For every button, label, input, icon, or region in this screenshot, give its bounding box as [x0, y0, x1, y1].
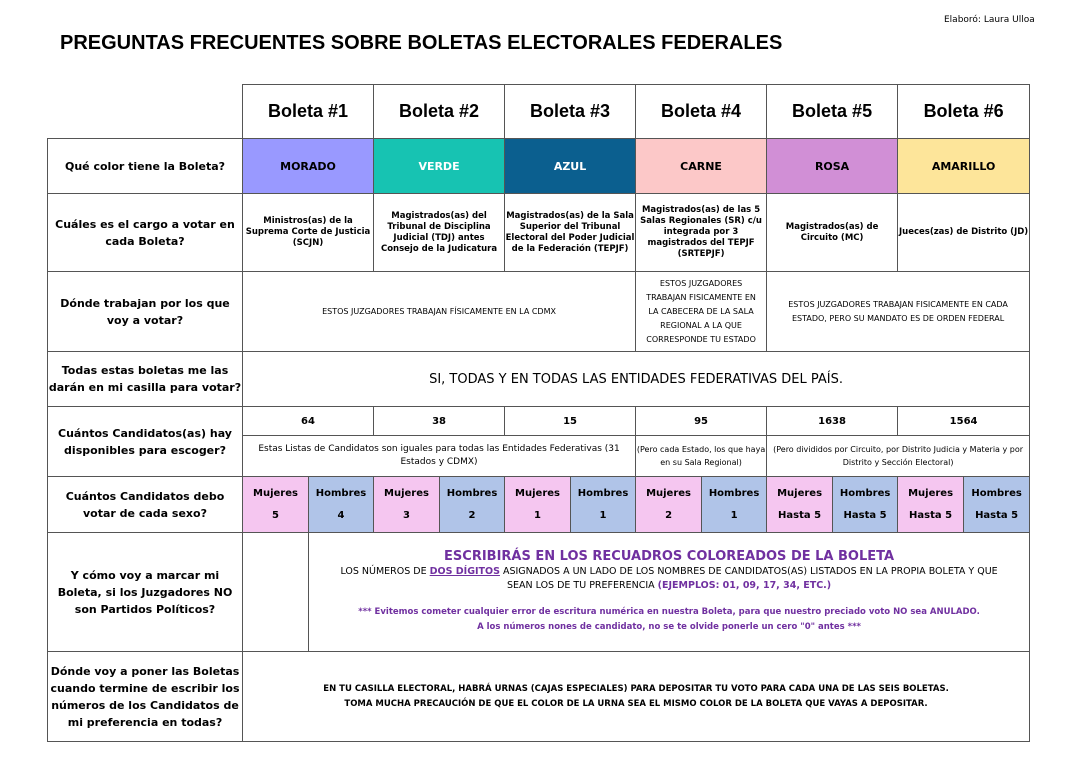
candidatos-count: 95 [636, 407, 767, 436]
mujeres-cell [243, 477, 309, 533]
candidatos-count: 1638 [767, 407, 898, 436]
hombres-value: 4 [337, 509, 345, 521]
mujeres-cell [898, 477, 964, 533]
mujeres-cell [505, 477, 571, 533]
hombres-value: 1 [599, 509, 607, 521]
poner-row [48, 652, 1030, 742]
color-cell-amarillo: AMARILLO [898, 139, 1030, 194]
note-divididos: (Pero divididos por Circuito, por Distrito Judicia y Materia y por Distrito y Sección Electoral) [767, 436, 1030, 477]
cargo-cell: Magistrados(as) de Circuito (MC) [767, 194, 898, 272]
color-cell-morado: MORADO [243, 139, 374, 194]
hombres-value: 1 [730, 509, 738, 521]
mujeres-value: 3 [403, 509, 410, 521]
mujeres-label: Mujeres [384, 487, 429, 499]
hombres-cell [571, 477, 636, 533]
hombres-label: Hombres [577, 487, 629, 499]
question-todas: Todas estas boletas me las darán en mi casilla para votar? [48, 352, 243, 407]
cargo-cell: Jueces(zas) de Distrito (JD) [898, 194, 1030, 272]
color-cell-carne: CARNE [636, 139, 767, 194]
hombres-label: Hombres [708, 487, 760, 499]
mujeres-label: Mujeres [908, 487, 954, 499]
candidatos-count: 64 [243, 407, 374, 436]
note-iguales: Estas Listas de Candidatos son iguales para todas las Entidades Federativas (31 Estados y CDMX) [243, 436, 636, 477]
hombres-cell [833, 477, 898, 533]
mujeres-label: Mujeres [515, 487, 560, 499]
donde-row [48, 272, 1030, 352]
author-credit: Elaboró: Laura Ulloa [944, 15, 1035, 25]
sexo-row [48, 477, 1030, 533]
color-cell-verde: VERDE [374, 139, 505, 194]
candidatos-count: 15 [505, 407, 636, 436]
mujeres-label: Mujeres [253, 487, 298, 499]
color-cell-azul: AZUL [505, 139, 636, 194]
color-cell-rosa: ROSA [767, 139, 898, 194]
instructions-heading: ESCRIBIRÁS EN LOS RECUADROS COLOREADOS DE LA BOLETA [444, 549, 895, 564]
cargo-cell: Ministros(as) de la Suprema Corte de Justicia (SCJN) [243, 194, 374, 272]
hombres-cell [440, 477, 505, 533]
hombres-value: Hasta 5 [843, 509, 887, 521]
mujeres-label: Mujeres [777, 487, 823, 499]
question-sexo: Cuántos Candidatos debo votar de cada sexo? [48, 477, 243, 533]
question-color: Qué color tiene la Boleta? [48, 139, 243, 194]
question-marcar: Y cómo voy a marcar mi Boleta, si los Juzgadores NO son Partidos Políticos? [48, 533, 243, 652]
mujeres-value: Hasta 5 [778, 509, 822, 521]
boleta-header: Boleta #5 [767, 85, 898, 139]
hombres-label: Hombres [446, 487, 498, 499]
mujeres-value: 5 [272, 509, 279, 521]
cuantos-row [48, 407, 1030, 436]
hombres-label: Hombres [839, 487, 891, 499]
boleta-header: Boleta #1 [243, 85, 374, 139]
donde-cdmx: ESTOS JUZGADORES TRABAJAN FÍSICAMENTE EN LA CDMX [243, 272, 636, 352]
cargo-cell: Magistrados(as) de las 5 Salas Regionales (SR) c/u integrada por 3 magistrados del TEPJF (SRTEPJF) [636, 194, 767, 272]
hombres-label: Hombres [971, 487, 1022, 499]
todas-row [48, 352, 1030, 407]
hombres-cell [964, 477, 1030, 533]
mujeres-cell [636, 477, 702, 533]
note-regional: (Pero cada Estado, los que haya en su Sala Regional) [636, 436, 767, 477]
hombres-value: Hasta 5 [975, 509, 1019, 521]
hombres-value: 2 [468, 509, 476, 521]
question-cargo: Cuáles es el cargo a votar en cada Boleta? [48, 194, 243, 272]
mujeres-label: Mujeres [646, 487, 692, 499]
color-row [48, 139, 1030, 194]
todas-answer: SI, TODAS Y EN TODAS LAS ENTIDADES FEDERATIVAS DEL PAÍS. [243, 352, 1030, 407]
boleta-header: Boleta #3 [505, 85, 636, 139]
hombres-cell [309, 477, 374, 533]
corner-cell [48, 85, 243, 139]
question-cuantos: Cuántos Candidatos(as) hay disponibles para escoger? [48, 407, 243, 477]
candidatos-count: 1564 [898, 407, 1030, 436]
instructions-cell [309, 533, 1030, 652]
boleta-header: Boleta #6 [898, 85, 1030, 139]
boleta-header: Boleta #4 [636, 85, 767, 139]
candidatos-count: 38 [374, 407, 505, 436]
mujeres-cell [767, 477, 833, 533]
instructions-warning-2: A los números nones de candidato, no se te olvide ponerle un cero "0" antes *** [477, 622, 861, 632]
instructions-body: LOS NÚMEROS DE DOS DÍGITOS ASIGNADOS A UN LADO DE LOS NOMBRES DE CANDIDATOS(AS) LISTADOS EN LA PROPIA BOLETA Y QUE SEAN LOS DE TU PREFERENCIA (EJEMPLOS: 01, 09, 17, 34, ETC.) [340, 566, 998, 591]
urnas-line-2: TOMA MUCHA PRECAUCIÓN DE QUE EL COLOR DE LA URNA SEA EL MISMO COLOR DE LA BOLETA QUE VAYAS A DEPOSITAR. [344, 698, 928, 709]
cargo-cell: Magistrados(as) de la Sala Superior del Tribunal Electoral del Poder Judicial de la Federación (TEPJF) [505, 194, 636, 272]
boleta-header: Boleta #2 [374, 85, 505, 139]
question-donde: Dónde trabajan por los que voy a votar? [48, 272, 243, 352]
mujeres-value: 2 [665, 509, 673, 521]
hombres-label: Hombres [315, 487, 367, 499]
urnas-line-1: EN TU CASILLA ELECTORAL, HABRÁ URNAS (CAJAS ESPECIALES) PARA DEPOSITAR TU VOTO PARA CADA UNA DE LAS SEIS BOLETAS. [323, 683, 949, 694]
cargo-row [48, 194, 1030, 272]
hombres-cell [702, 477, 767, 533]
page-title: PREGUNTAS FRECUENTES SOBRE BOLETAS ELECTORALES FEDERALES [60, 32, 783, 54]
donde-estado: ESTOS JUZGADORES TRABAJAN FISICAMENTE EN CADA ESTADO, PERO SU MANDATO ES DE ORDEN FEDERAL [767, 272, 1030, 352]
instructions-warning: *** Evitemos cometer cualquier error de escritura numérica en nuestra Boleta, para que nuestro preciado voto NO sea ANULADO. [358, 607, 980, 617]
mujeres-value: 1 [534, 509, 542, 521]
donde-regional: ESTOS JUZGADORES TRABAJAN FISICAMENTE EN LA CABECERA DE LA SALA REGIONAL A LA QUE CORRESPONDE TU ESTADO [636, 272, 767, 352]
cargo-cell: Magistrados(as) del Tribunal de Disciplina Judicial (TDJ) antes Consejo de la Judicatura [374, 194, 505, 272]
blank-cell [243, 533, 309, 652]
header-row [48, 85, 1030, 139]
question-poner: Dónde voy a poner las Boletas cuando termine de escribir los números de los Candidatos de mi preferencia en todas? [48, 652, 243, 742]
mujeres-cell [374, 477, 440, 533]
marcar-row [48, 533, 1030, 652]
mujeres-value: Hasta 5 [909, 509, 953, 521]
faq-table [47, 84, 1030, 742]
urnas-cell [243, 652, 1030, 742]
